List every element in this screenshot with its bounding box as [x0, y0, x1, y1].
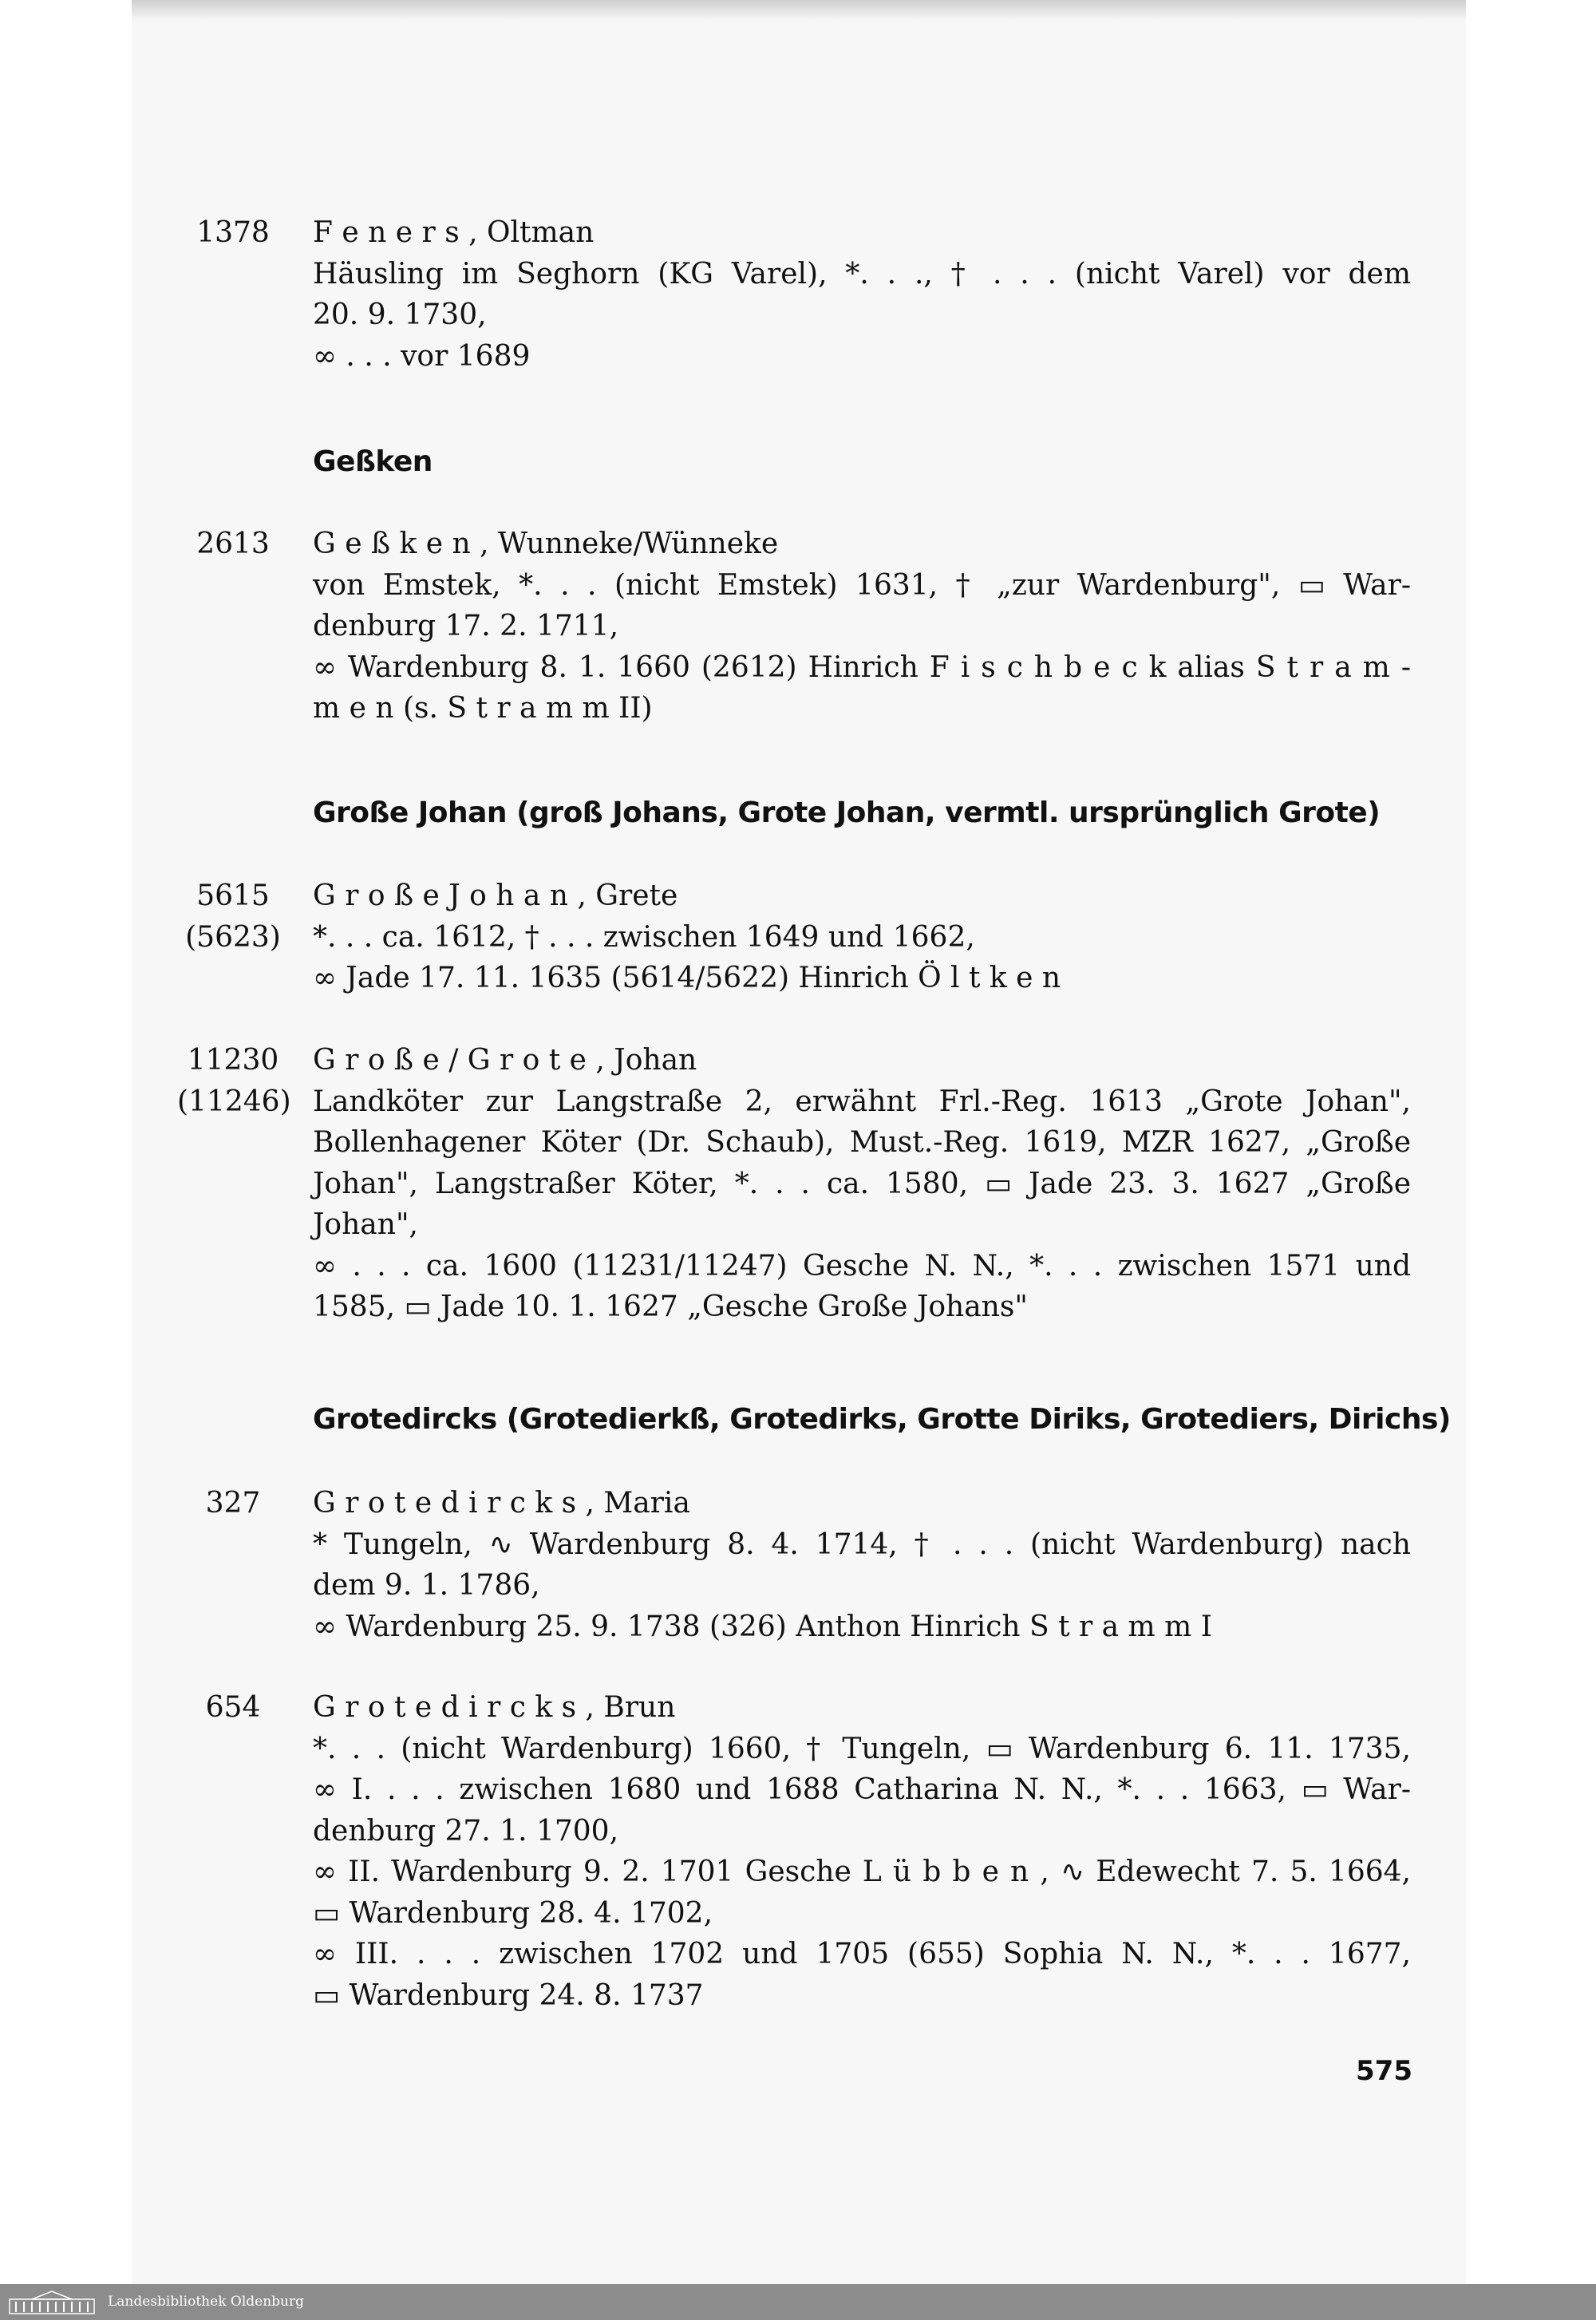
entry-line: dem 9. 1. 1786, — [313, 1569, 540, 1602]
entry-text — [313, 524, 1411, 729]
entry-line: denburg 27. 1. 1700, — [313, 1814, 619, 1848]
entry-line: F e n e r s , Oltman — [313, 216, 595, 249]
entry-line: G e ß k e n , Wunneke/Wünneke — [313, 528, 779, 560]
entry-number — [177, 212, 289, 254]
entry-line: ∞ II. Wardenburg 9. 2. 1701 Gesche L ü b b e n , ∿ Edewecht 7. 5. 1664, — [313, 1856, 1411, 1888]
entry-line: Johan", Langstraßer Köter, *. . . ca. 1580, ▭ Jade 23. 3. 1627 „Große — [313, 1167, 1411, 1200]
entry-line: ∞ Wardenburg 8. 1. 1660 (2612) Hinrich F i s c h b e c k alias S t r a m - — [313, 650, 1411, 684]
entry-text — [313, 1483, 1411, 1647]
footer-library-label: Landesbibliothek Oldenburg — [108, 2294, 305, 2310]
entry-line: *. . . ca. 1612, † . . . zwischen 1649 und 1662, — [313, 920, 975, 954]
footer-bar — [0, 2284, 1596, 2320]
entry-line: ∞ Wardenburg 25. 9. 1738 (326) Anthon Hinrich S t r a m m I — [313, 1610, 1212, 1643]
entry-number — [177, 1483, 289, 1524]
entry-line: ▭ Wardenburg 24. 8. 1737 — [313, 1978, 704, 2012]
entry-number-line: 654 — [205, 1691, 261, 1724]
entry-line: G r o ß e J o h a n , Grete — [313, 879, 678, 912]
entry-number-line: 11230 — [187, 1044, 279, 1077]
entry-line: G r o t e d i r c k s , Maria — [313, 1487, 690, 1520]
entry-number-line: 2613 — [196, 528, 270, 560]
entry-line: denburg 17. 2. 1711, — [313, 610, 619, 642]
section-heading-gesken: Geßken — [313, 445, 433, 478]
entry-line: Häusling im Seghorn (KG Varel), *. . ., † . . . (nicht Varel) vor dem — [313, 257, 1411, 290]
entry-number — [177, 1040, 289, 1122]
library-building-icon — [8, 2289, 96, 2315]
entry-text — [313, 875, 1411, 999]
page-number: 575 — [1356, 2055, 1412, 2087]
entry-number-line: 327 — [205, 1487, 261, 1520]
entry-number-line: (5623) — [185, 920, 281, 954]
entry-number-line: 5615 — [196, 879, 270, 912]
entry-line: ▭ Wardenburg 28. 4. 1702, — [313, 1896, 713, 1930]
entry-line: ∞ I. . . . zwischen 1680 und 1688 Catharina N. N., *. . . 1663, ▭ War- — [313, 1773, 1411, 1806]
entry-text — [313, 1040, 1411, 1328]
entry-line: ∞ . . . vor 1689 — [313, 339, 531, 373]
entry-line: 1585, ▭ Jade 10. 1. 1627 „Gesche Große Johans" — [313, 1290, 1028, 1323]
entry-line: Landköter zur Langstraße 2, erwähnt Frl.-Reg. 1613 „Grote Johan", — [313, 1085, 1411, 1118]
entry-line: Bollenhagener Köter (Dr. Schaub), Must.-Reg. 1619, MZR 1627, „Große — [313, 1126, 1411, 1159]
entry-line: ∞ . . . ca. 1600 (11231/11247) Gesche N. N., *. . . zwischen 1571 und — [313, 1249, 1411, 1283]
entry-text — [313, 212, 1411, 377]
section-heading-grosse-johan: Große Johan (groß Johans, Grote Johan, vermtl. ursprünglich Grote) — [313, 796, 1381, 829]
entry-line: 20. 9. 1730, — [313, 298, 487, 331]
entry-line: G r o ß e / G r o t e , Johan — [313, 1044, 697, 1077]
section-heading-grotedircks: Grotedircks (Grotedierkß, Grotedirks, Grotte Diriks, Grotediers, Dirichs) — [313, 1403, 1451, 1436]
entry-number-line: (11246) — [177, 1085, 291, 1118]
entry-line: ∞ III. . . . zwischen 1702 und 1705 (655) Sophia N. N., *. . . 1677, — [313, 1938, 1411, 1970]
entry-line: ∞ Jade 17. 11. 1635 (5614/5622) Hinrich Ö l t k e n — [313, 962, 1061, 994]
entry-line: Johan", — [313, 1208, 418, 1241]
entry-number-line: 1378 — [196, 216, 270, 249]
entry-line: G r o t e d i r c k s , Brun — [313, 1691, 676, 1724]
entry-line: * Tungeln, ∿ Wardenburg 8. 4. 1714, † . . . (nicht Wardenburg) nach — [313, 1528, 1411, 1561]
entry-line: m e n (s. S t r a m m II) — [313, 692, 653, 725]
entry-number — [177, 524, 289, 565]
entry-line: von Emstek, *. . . (nicht Emstek) 1631, † „zur Wardenburg", ▭ War- — [313, 568, 1411, 602]
entry-line: *. . . (nicht Wardenburg) 1660, † Tungeln, ▭ Wardenburg 6. 11. 1735, — [313, 1732, 1411, 1765]
entry-number — [177, 1687, 289, 1729]
entry-text — [313, 1687, 1411, 2016]
entry-number — [177, 875, 289, 958]
